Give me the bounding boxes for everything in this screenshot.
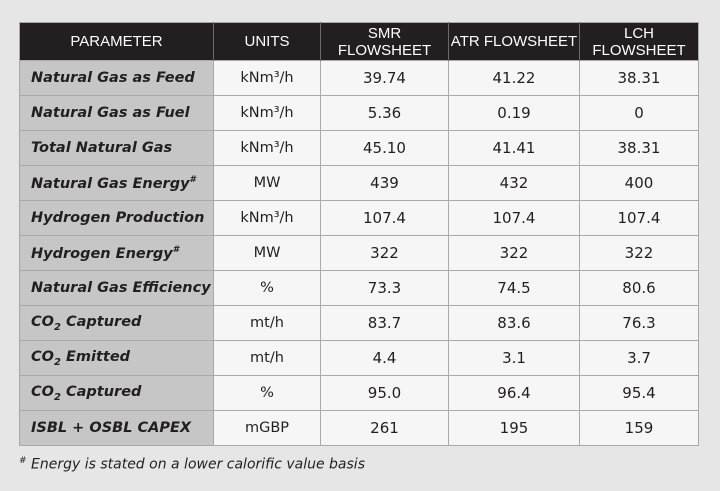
param-label: Hydrogen Production — [31, 210, 205, 226]
table-footnote — [19, 456, 365, 473]
param-label: Natural Gas as Feed — [31, 70, 195, 86]
row-atr-value: 96.4 — [449, 376, 580, 411]
row-units: mGBP — [214, 411, 321, 446]
param-subscript: 2 — [53, 391, 61, 403]
param-subscript: 2 — [53, 321, 61, 333]
table-row — [20, 411, 699, 446]
row-atr-value: 41.22 — [449, 61, 580, 96]
row-param — [20, 236, 214, 271]
footnote-mark: # — [172, 244, 179, 255]
row-lch-value: 0 — [580, 96, 699, 131]
row-atr-value: 83.6 — [449, 306, 580, 341]
row-smr-value: 5.36 — [321, 96, 449, 131]
row-param — [20, 201, 214, 236]
header-lch-flowsheet: LCH FLOWSHEET — [580, 23, 699, 61]
param-label-prefix: CO — [31, 383, 54, 400]
row-smr-value: 39.74 — [321, 61, 449, 96]
footnote-text: Energy is stated on a lower calorific value basis — [26, 456, 365, 473]
row-units: MW — [214, 166, 321, 201]
header-row — [20, 23, 699, 61]
param-label-prefix: CO — [31, 313, 54, 330]
comparison-table-container — [19, 22, 698, 446]
row-lch-value: 80.6 — [580, 271, 699, 306]
row-lch-value: 322 — [580, 236, 699, 271]
row-atr-value: 107.4 — [449, 201, 580, 236]
row-units: mt/h — [214, 341, 321, 376]
row-units: kNm³/h — [214, 96, 321, 131]
table-row — [20, 236, 699, 271]
row-param — [20, 61, 214, 96]
param-label: Natural Gas Energy — [31, 175, 190, 192]
row-atr-value: 3.1 — [449, 341, 580, 376]
header-units: UNITS — [214, 23, 321, 61]
row-atr-value: 41.41 — [449, 131, 580, 166]
header-smr-flowsheet: SMR FLOWSHEET — [321, 23, 449, 61]
param-label: ISBL + OSBL CAPEX — [31, 420, 192, 436]
row-smr-value: 83.7 — [321, 306, 449, 341]
row-smr-value: 73.3 — [321, 271, 449, 306]
row-smr-value: 4.4 — [321, 341, 449, 376]
table-row — [20, 61, 699, 96]
row-units: % — [214, 376, 321, 411]
table-row — [20, 131, 699, 166]
row-units: mt/h — [214, 306, 321, 341]
row-lch-value: 95.4 — [580, 376, 699, 411]
row-param — [20, 271, 214, 306]
row-param — [20, 166, 214, 201]
param-label-suffix: Captured — [60, 383, 142, 400]
param-label: Total Natural Gas — [31, 140, 173, 156]
row-atr-value: 432 — [449, 166, 580, 201]
param-label-suffix: Emitted — [60, 348, 131, 365]
row-smr-value: 322 — [321, 236, 449, 271]
header-parameter: PARAMETER — [20, 23, 214, 61]
row-units: kNm³/h — [214, 61, 321, 96]
table-row — [20, 341, 699, 376]
row-lch-value: 38.31 — [580, 131, 699, 166]
header-atr-flowsheet: ATR FLOWSHEET — [449, 23, 580, 61]
table-row — [20, 306, 699, 341]
table-row — [20, 166, 699, 201]
row-atr-value: 0.19 — [449, 96, 580, 131]
param-label: Natural Gas Efficiency — [31, 280, 211, 296]
table-row — [20, 271, 699, 306]
table-row — [20, 96, 699, 131]
footnote-mark: # — [189, 174, 196, 185]
row-lch-value: 76.3 — [580, 306, 699, 341]
row-units: kNm³/h — [214, 131, 321, 166]
row-param — [20, 96, 214, 131]
row-smr-value: 261 — [321, 411, 449, 446]
row-smr-value: 95.0 — [321, 376, 449, 411]
footnote-mark: # — [19, 456, 27, 466]
param-subscript: 2 — [53, 356, 61, 368]
param-label-prefix: CO — [31, 348, 54, 365]
row-units: % — [214, 271, 321, 306]
table-row — [20, 201, 699, 236]
row-lch-value: 3.7 — [580, 341, 699, 376]
row-units: kNm³/h — [214, 201, 321, 236]
row-lch-value: 38.31 — [580, 61, 699, 96]
row-param — [20, 131, 214, 166]
row-lch-value: 159 — [580, 411, 699, 446]
row-param — [20, 376, 214, 411]
row-smr-value: 439 — [321, 166, 449, 201]
param-label: Natural Gas as Fuel — [31, 105, 190, 121]
row-lch-value: 400 — [580, 166, 699, 201]
row-lch-value: 107.4 — [580, 201, 699, 236]
row-param — [20, 306, 214, 341]
row-smr-value: 45.10 — [321, 131, 449, 166]
flowsheet-comparison-table — [19, 22, 699, 446]
row-units: MW — [214, 236, 321, 271]
param-label-suffix: Captured — [60, 313, 142, 330]
param-label: Hydrogen Energy — [31, 245, 173, 262]
row-atr-value: 322 — [449, 236, 580, 271]
row-param — [20, 341, 214, 376]
row-param — [20, 411, 214, 446]
row-atr-value: 195 — [449, 411, 580, 446]
table-row — [20, 376, 699, 411]
row-atr-value: 74.5 — [449, 271, 580, 306]
row-smr-value: 107.4 — [321, 201, 449, 236]
